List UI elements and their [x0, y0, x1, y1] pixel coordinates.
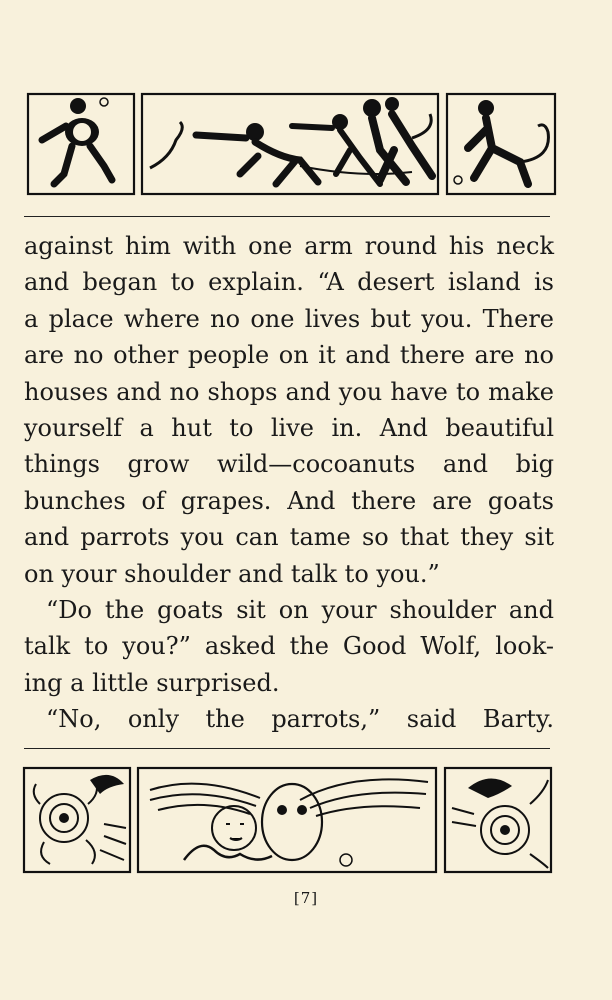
text-line: on your shoulder and talk to you.” [24, 559, 440, 588]
body-text [24, 228, 554, 738]
text-line: and parrots you can tame so that they sit [24, 523, 554, 552]
text-line: “Do the goats sit on your shoulder and [46, 596, 554, 625]
page-number: [7] [293, 889, 319, 907]
bottom-rule [24, 748, 550, 749]
text-line: “No, only the parrots,” said Barty. [46, 705, 554, 734]
text-line: things grow wild—cocoanuts and big [24, 450, 554, 479]
top-illustration-svg [0, 88, 612, 198]
monkey-running-icon [447, 94, 555, 194]
text-line: bunches of grapes. And there are goats [24, 486, 554, 515]
text-line: yourself a hut to live in. And beautiful [24, 414, 554, 443]
bottom-illustration-svg [0, 764, 612, 874]
monkey-carrying-sack-icon [28, 94, 134, 194]
monkeys-chasing-icon [142, 94, 438, 194]
top-illustration-band [0, 88, 612, 198]
rose-and-bird-icon [24, 768, 130, 872]
text-line: houses and no shops and you have to make [24, 377, 554, 406]
bottom-illustration-band [0, 764, 612, 874]
text-line: against him with one arm round his neck [24, 232, 554, 260]
text-line: are no other people on it and there are no [24, 341, 554, 370]
top-rule [24, 216, 550, 217]
text-line: ing a little surprised. [24, 668, 280, 697]
text-line: and began to explain. “A desert island is [24, 268, 554, 297]
text-line: talk to you?” asked the Good Wolf, look- [24, 632, 554, 661]
girl-and-owl-icon [138, 768, 436, 872]
rose-and-bird-icon [445, 768, 551, 872]
text-line: a place where no one lives but you. There [24, 304, 554, 333]
